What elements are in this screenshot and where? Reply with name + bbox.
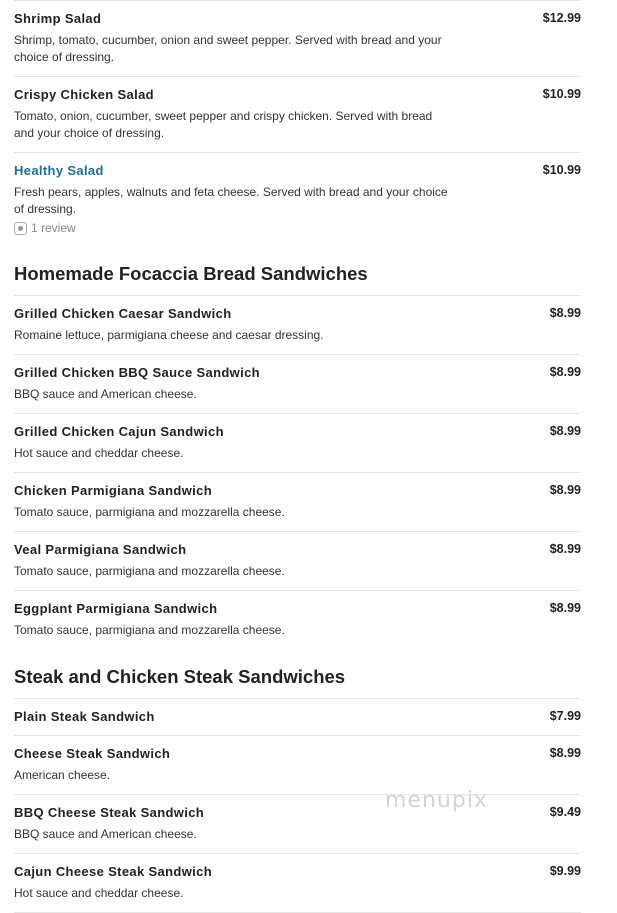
menu-item	[14, 531, 581, 590]
item-price: $7.99	[549, 709, 581, 723]
item-price: $8.99	[549, 424, 581, 438]
item-name: Plain Steak Sandwich	[14, 709, 155, 724]
item-price: $9.99	[549, 864, 581, 878]
section-title: Homemade Focaccia Bread Sandwiches	[14, 263, 368, 284]
menu-item	[14, 794, 581, 853]
item-description: Hot sauce and cheddar cheese.	[14, 446, 184, 460]
menu-item	[14, 413, 581, 472]
review-link[interactable]	[14, 220, 581, 236]
menu-section	[14, 665, 581, 913]
item-description: Hot sauce and cheddar cheese.	[14, 886, 184, 900]
section-title: Steak and Chicken Steak Sandwiches	[14, 666, 346, 687]
review-icon	[14, 222, 27, 235]
item-price: $8.99	[549, 746, 581, 760]
menu-item	[14, 152, 581, 246]
item-price: $8.99	[549, 483, 581, 497]
menu-item	[14, 295, 581, 354]
item-price: $10.99	[542, 87, 581, 101]
item-description: Tomato, onion, cucumber, sweet pepper and crispy chicken. Served with bread and your choice of dressing.	[14, 109, 433, 140]
item-price: $8.99	[549, 365, 581, 379]
item-name: Grilled Chicken BBQ Sauce Sandwich	[14, 365, 260, 380]
item-price: $8.99	[549, 306, 581, 320]
menu-item	[14, 354, 581, 413]
item-name: BBQ Cheese Steak Sandwich	[14, 805, 205, 820]
item-name: Cheese Steak Sandwich	[14, 746, 171, 761]
item-name: Shrimp Salad	[14, 11, 102, 26]
menu-item	[14, 698, 581, 735]
menu-item	[14, 735, 581, 794]
item-name: Chicken Parmigiana Sandwich	[14, 483, 213, 498]
item-description: Tomato sauce, parmigiana and mozzarella cheese.	[14, 564, 285, 578]
item-name: Grilled Chicken Caesar Sandwich	[14, 306, 232, 321]
menu-section	[14, 0, 581, 246]
item-description: BBQ sauce and American cheese.	[14, 827, 197, 841]
item-description: Romaine lettuce, parmigiana cheese and caesar dressing.	[14, 328, 324, 342]
item-description: Tomato sauce, parmigiana and mozzarella cheese.	[14, 505, 285, 519]
item-name: Eggplant Parmigiana Sandwich	[14, 601, 218, 616]
item-description: American cheese.	[14, 768, 111, 782]
item-name: Veal Parmigiana Sandwich	[14, 542, 187, 557]
item-price: $9.49	[549, 805, 581, 819]
item-price: $12.99	[542, 11, 581, 25]
item-description: Shrimp, tomato, cucumber, onion and sweet pepper. Served with bread and your choice of dressing.	[14, 33, 442, 64]
review-count: 1 review	[31, 221, 76, 235]
item-price: $10.99	[542, 163, 581, 177]
item-description: Fresh pears, apples, walnuts and feta cheese. Served with bread and your choice of dressing.	[14, 185, 448, 216]
item-price: $8.99	[549, 601, 581, 615]
menu-item	[14, 472, 581, 531]
menu-section	[14, 262, 581, 649]
item-description: Tomato sauce, parmigiana and mozzarella cheese.	[14, 623, 285, 637]
menu-list	[14, 0, 581, 913]
item-name: Crispy Chicken Salad	[14, 87, 154, 102]
item-name-link[interactable]: Healthy Salad	[14, 163, 104, 178]
item-name: Grilled Chicken Cajun Sandwich	[14, 424, 224, 439]
menu-item	[14, 590, 581, 649]
item-price: $8.99	[549, 542, 581, 556]
menu-item	[14, 853, 581, 913]
item-description: BBQ sauce and American cheese.	[14, 387, 197, 401]
menu-item	[14, 0, 581, 76]
menu-item	[14, 76, 581, 152]
item-name: Cajun Cheese Steak Sandwich	[14, 864, 213, 879]
watermark-logo: menupix	[385, 788, 488, 813]
